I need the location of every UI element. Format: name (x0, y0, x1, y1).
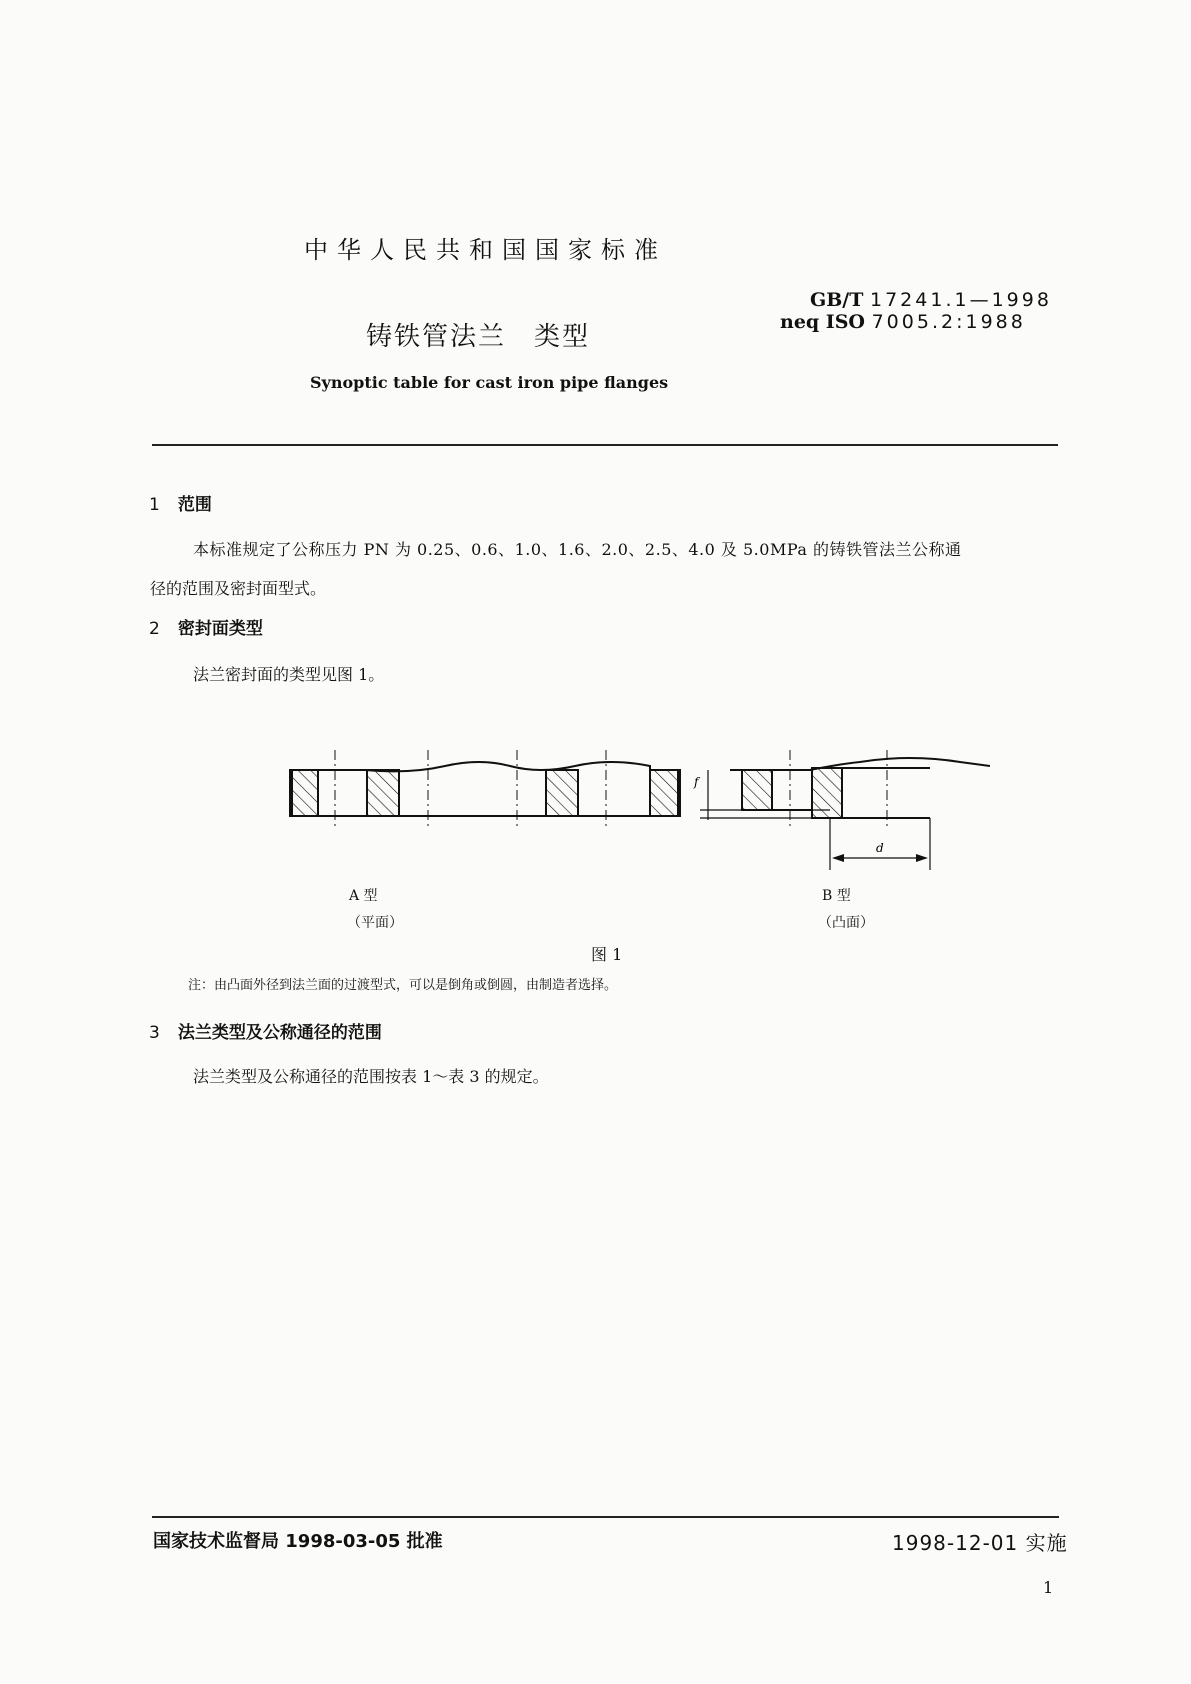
standard-type-header: 中华人民共和国国家标准 (304, 236, 667, 264)
figure-label: 图 1 (591, 945, 623, 964)
equivalence-number: 7005.2:1988 (871, 311, 1026, 333)
dimension-f-label: f (694, 775, 699, 789)
flange-sealing-face-figure (270, 730, 990, 870)
section-1-heading (149, 490, 212, 515)
section-3-paragraph: 法兰类型及公称通径的范围按表 1～表 3 的规定。 (193, 1067, 549, 1086)
section-title: 范围 (177, 495, 212, 515)
type-a-description: （平面） (347, 915, 403, 931)
section-1-paragraph-line-2: 径的范围及密封面型式。 (150, 579, 327, 598)
equivalence-prefix: neq ISO (780, 311, 865, 333)
section-number: 2 (149, 619, 160, 639)
effective-date: 1998-12-01 实施 (892, 1531, 1068, 1555)
section-number: 3 (149, 1023, 160, 1043)
figure-note: 注：由凸面外径到法兰面的过渡型式，可以是倒角或倒圆，由制造者选择。 (188, 978, 618, 993)
standard-code (810, 289, 1052, 311)
dimension-d-label: d (876, 841, 884, 855)
standard-code-number: 17241.1—1998 (870, 289, 1052, 311)
document-title-en: Synoptic table for cast iron pipe flanges (310, 373, 669, 392)
approval-statement: 国家技术监督局 1998-03-05 批准 (153, 1531, 443, 1552)
section-title: 法兰类型及公称通径的范围 (177, 1023, 382, 1043)
section-number: 1 (149, 495, 160, 515)
document-title-cn: 铸铁管法兰 类型 (366, 322, 591, 352)
type-b-description: （凸面） (818, 915, 874, 931)
page-number: 1 (1043, 1578, 1054, 1597)
type-a-caption: A 型 (349, 888, 378, 904)
equivalence-code (780, 311, 1026, 333)
type-a-flange-drawing (290, 750, 680, 830)
footer-divider (152, 1516, 1059, 1518)
section-1-paragraph-line-1: 本标准规定了公称压力 PN 为 0.25、0.6、1.0、1.6、2.0、2.5、4.0 及 5.0MPa 的铸铁管法兰公称通 (193, 540, 962, 559)
section-title: 密封面类型 (177, 619, 263, 639)
type-b-caption: B 型 (822, 888, 851, 904)
section-2-heading (149, 614, 263, 639)
standard-code-prefix: GB/T (810, 289, 864, 311)
header-divider (152, 444, 1058, 446)
section-2-paragraph: 法兰密封面的类型见图 1。 (193, 665, 385, 684)
section-3-heading (149, 1018, 382, 1043)
